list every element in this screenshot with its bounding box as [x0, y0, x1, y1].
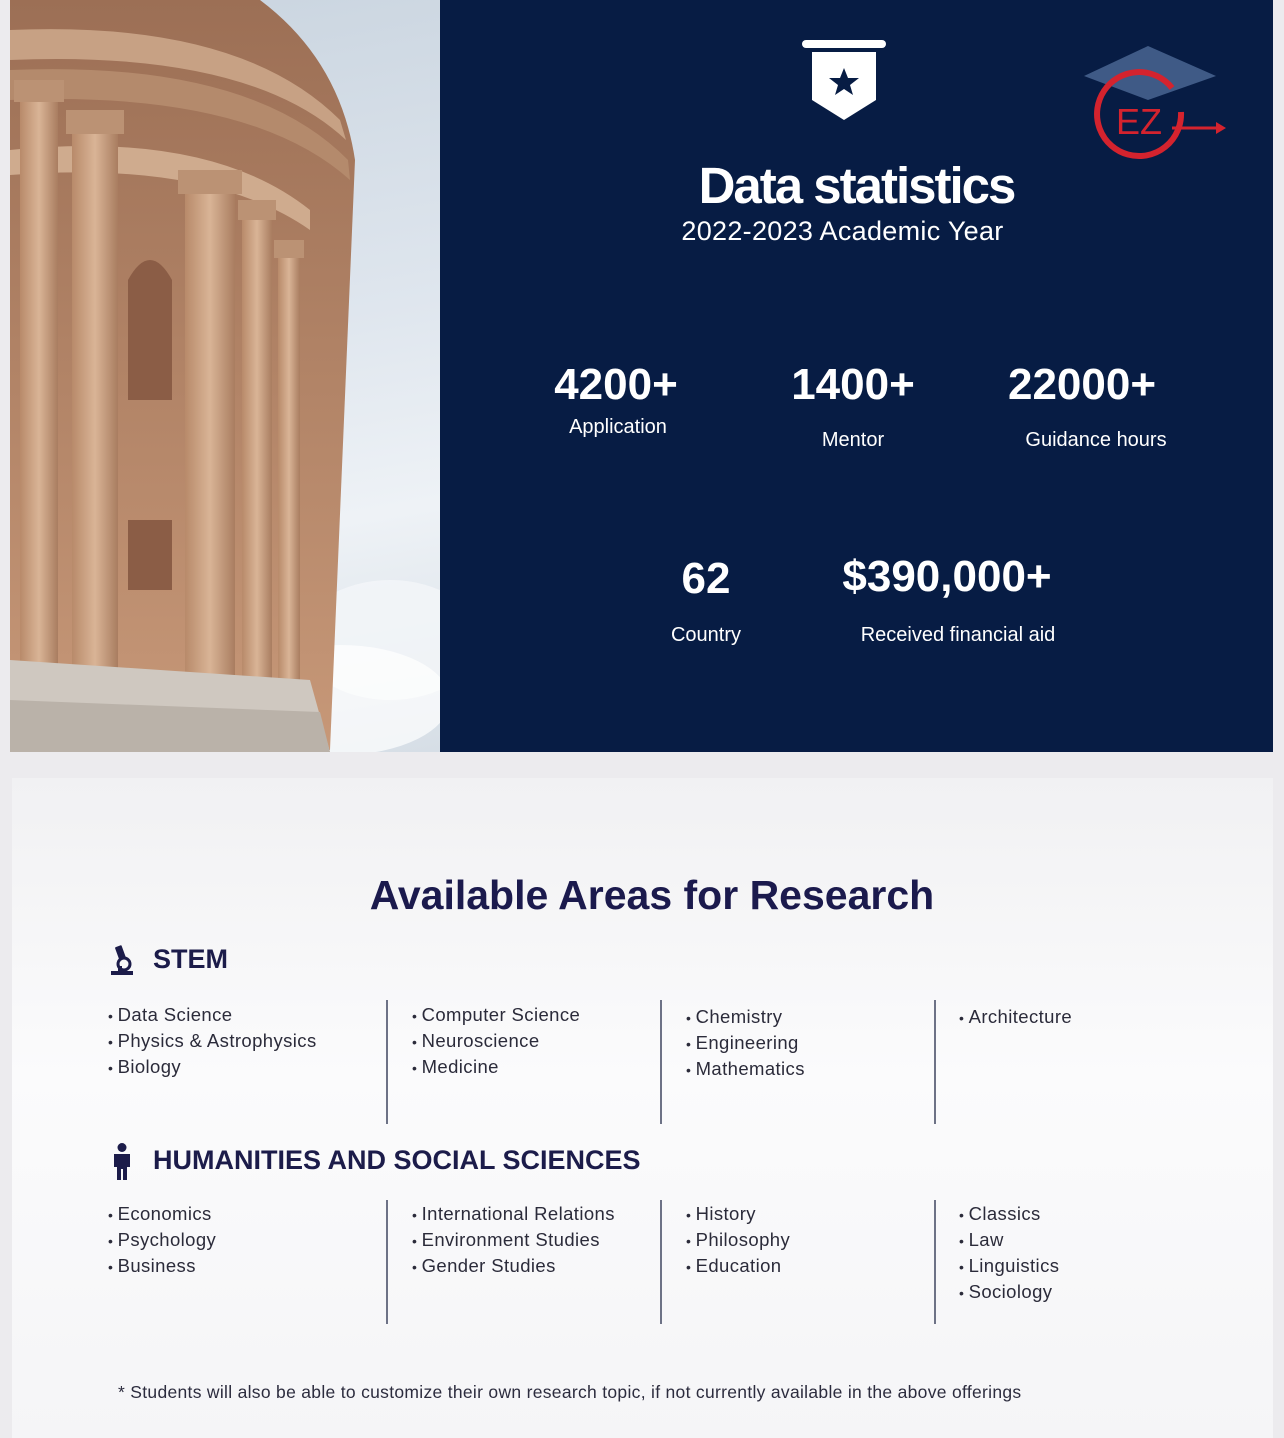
rotunda-illustration: [10, 0, 440, 752]
list-item: • Mathematics: [686, 1056, 805, 1082]
stat-guidance-label: Guidance hours: [1025, 429, 1167, 451]
list-item: • History: [686, 1201, 790, 1227]
list-item: • Education: [686, 1253, 790, 1279]
stat-mentor-label: Mentor: [821, 429, 885, 451]
stats-subtitle: 2022-2023 Academic Year: [681, 216, 1004, 246]
microscope-icon: [108, 944, 136, 978]
stats-title: Data statistics: [698, 157, 1015, 214]
stat-financial-aid-label: Received financial aid: [860, 624, 1056, 646]
list-item: • Sociology: [959, 1279, 1059, 1305]
divider: [660, 1000, 662, 1124]
list-item: • Environment Studies: [412, 1227, 615, 1253]
list-item: • Data Science: [108, 1002, 317, 1028]
humanities-column-4: [959, 1201, 1059, 1305]
stats-slide: [10, 0, 1273, 752]
divider: [934, 1000, 936, 1124]
stem-column-3: [686, 1004, 805, 1082]
stats-panel: [440, 0, 1273, 752]
list-item: • Law: [959, 1227, 1059, 1253]
list-item: • Classics: [959, 1201, 1059, 1227]
research-title: Available Areas for Research: [369, 872, 935, 918]
list-item: • Philosophy: [686, 1227, 790, 1253]
footnote: * Students will also be able to customize their own research topic, if not currently available in the above offerings: [118, 1382, 1022, 1402]
stat-mentor-value: 1400+: [791, 360, 915, 409]
stat-country-value: 62: [681, 554, 731, 603]
category-title-humanities: HUMANITIES AND SOCIAL SCIENCES: [153, 1145, 641, 1175]
banner-star-icon: [802, 40, 886, 122]
list-item: • Psychology: [108, 1227, 216, 1253]
divider: [934, 1200, 936, 1324]
list-item: • Computer Science: [412, 1002, 580, 1028]
list-item: • International Relations: [412, 1201, 615, 1227]
svg-text:EZ: EZ: [1116, 101, 1163, 142]
divider: [386, 1200, 388, 1324]
stem-column-2: [412, 1002, 580, 1080]
ez-logo: [1076, 42, 1226, 162]
stat-applications-value: 4200+: [554, 360, 678, 409]
list-item: • Gender Studies: [412, 1253, 615, 1279]
stat-guidance-value: 22000+: [1007, 360, 1157, 409]
person-icon: [111, 1143, 133, 1181]
list-item: • Physics & Astrophysics: [108, 1028, 317, 1054]
stem-column-1: [108, 1002, 317, 1080]
humanities-column-3: [686, 1201, 790, 1279]
list-item: • Neuroscience: [412, 1028, 580, 1054]
list-item: • Medicine: [412, 1054, 580, 1080]
list-item: • Biology: [108, 1054, 317, 1080]
building-photo: [10, 0, 440, 752]
list-item: • Engineering: [686, 1030, 805, 1056]
stat-applications-label: Application: [569, 416, 667, 438]
stat-country-label: Country: [670, 624, 742, 646]
list-item: • Economics: [108, 1201, 216, 1227]
research-slide: [12, 778, 1273, 1438]
category-title-stem: STEM: [153, 944, 229, 974]
list-item: • Chemistry: [686, 1004, 805, 1030]
list-item: • Architecture: [959, 1004, 1072, 1030]
divider: [386, 1000, 388, 1124]
list-item: • Business: [108, 1253, 216, 1279]
humanities-column-1: [108, 1201, 216, 1279]
divider: [660, 1200, 662, 1324]
humanities-column-2: [412, 1201, 615, 1279]
stem-column-4: [959, 1004, 1072, 1030]
stat-financial-aid-value: $390,000+: [842, 552, 1052, 601]
list-item: • Linguistics: [959, 1253, 1059, 1279]
